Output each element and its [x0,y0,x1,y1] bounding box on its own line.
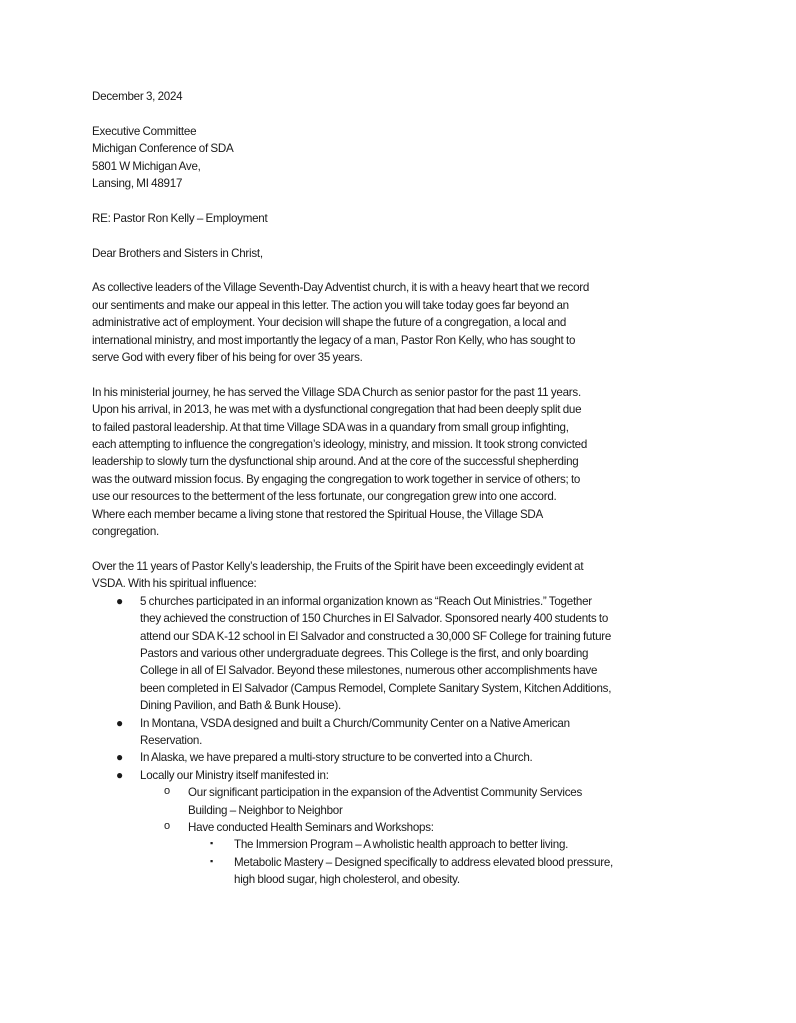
spacer [92,105,732,122]
list-item-line: Our significant participation in the expansion of the Adventist Community Services [188,786,583,800]
spacer [92,540,732,557]
bullet-icon: ● [116,715,123,730]
paragraph-line: our sentiments and make our appeal in this letter. The action you will take today goes far beyond an [92,298,569,312]
accomplishments-list [92,593,732,889]
recipient-address [92,123,732,193]
spacer [92,262,732,279]
list-item-line: 5 churches participated in an informal organization known as “Reach Out Ministries.” Together [140,594,592,608]
paragraph-intro [92,279,732,366]
bullet-icon: ● [116,750,123,765]
recipient-line: Michigan Conference of SDA [92,142,234,156]
paragraph-line: was the outward mission focus. By engaging the congregation to work together in service of others; to [92,472,581,486]
list-item-line: Have conducted Health Seminars and Workshops: [188,820,434,834]
paragraph-line: each attempting to influence the congregation’s ideology, ministry, and mission. It took strong convicted [92,438,588,452]
bullet-icon: ● [116,767,123,782]
paragraph-line: use our resources to the betterment of the less fortunate, our congregation grew into one accord. [92,490,557,504]
list-item-line: they achieved the construction of 150 Churches in El Salvador. Sponsored nearly 400 students to [140,612,609,626]
square-bullet-icon: ▪ [210,855,213,866]
list-item-line: been completed in El Salvador (Campus Remodel, Complete Sanitary System, Kitchen Additions, [140,681,612,695]
spacer [92,227,732,244]
recipient-line: Executive Committee [92,124,197,138]
list-item-line: Dining Pavilion, and Bath & Bunk House). [140,699,341,713]
paragraph-line: Over the 11 years of Pastor Kelly’s leadership, the Fruits of the Spirit have been exceedingly evident at [92,559,584,573]
paragraph-line: leadership to slowly turn the dysfunctional ship around. And at the core of the successful shepherding [92,455,579,469]
list-item-line: Reservation. [140,733,203,747]
list-item-line: Metabolic Mastery – Designed specifically to address elevated blood pressure, [234,855,614,869]
paragraph-line: serve God with every fiber of his being for over 35 years. [92,351,363,365]
letter-page [92,88,732,889]
list-item [164,784,732,819]
list-item-line: Building – Neighbor to Neighbor [188,803,343,817]
list-item-line: The Immersion Program – A wholistic health approach to better living. [234,838,569,852]
list-item [116,749,732,766]
list-item-line: high blood sugar, high cholesterol, and obesity. [234,873,460,887]
health-seminars-sublist [188,836,732,888]
paragraph-line: administrative act of employment. Your decision will shape the future of a congregation, a local and [92,316,567,330]
list-item [164,819,732,889]
salutation: Dear Brothers and Sisters in Christ, [92,246,263,260]
paragraph-line: Where each member became a living stone that restored the Spiritual House, the Village SDA [92,507,544,521]
paragraph-line: congregation. [92,525,160,539]
paragraph-line: Upon his arrival, in 2013, he was met with a dysfunctional congregation that had been deeply split due [92,403,582,417]
paragraph-journey [92,384,732,541]
paragraph-line: In his ministerial journey, he has served the Village SDA Church as senior pastor for the past 11 years. [92,385,581,399]
square-bullet-icon: ▪ [210,838,213,849]
circle-bullet-icon: o [164,819,170,832]
paragraph-line: VSDA. With his spiritual influence: [92,577,257,591]
list-item-line: attend our SDA K-12 school in El Salvador and constructed a 30,000 SF College for training future [140,629,612,643]
spacer [92,192,732,209]
circle-bullet-icon: o [164,785,170,798]
list-item [210,836,732,853]
paragraph-fruits [92,558,732,593]
letter-date: December 3, 2024 [92,90,183,103]
list-item [116,715,732,750]
spacer [92,366,732,383]
local-ministry-sublist [140,784,732,888]
list-item-line: In Montana, VSDA designed and built a Church/Community Center on a Native American [140,716,570,730]
bullet-icon: ● [116,593,123,608]
list-item [116,593,732,715]
list-item-line: College in all of El Salvador. Beyond these milestones, numerous other accomplishments have [140,664,598,678]
list-item-line: In Alaska, we have prepared a multi-story structure to be converted into a Church. [140,751,533,765]
subject-line: RE: Pastor Ron Kelly – Employment [92,211,268,225]
recipient-line: Lansing, MI 48917 [92,177,183,191]
list-item [116,767,732,889]
list-item-line: Locally our Ministry itself manifested in: [140,768,329,782]
paragraph-line: international ministry, and most importantly the legacy of a man, Pastor Ron Kelly, who has sought to [92,333,576,347]
list-item-line: Pastors and various other undergraduate degrees. This College is the first, and only boarding [140,646,589,660]
paragraph-line: to failed pastoral leadership. At that time Village SDA was in a quandary from small group infighting, [92,420,569,434]
list-item [210,854,732,889]
recipient-line: 5801 W Michigan Ave, [92,159,201,173]
paragraph-line: As collective leaders of the Village Seventh-Day Adventist church, it is with a heavy heart that we record [92,281,590,295]
